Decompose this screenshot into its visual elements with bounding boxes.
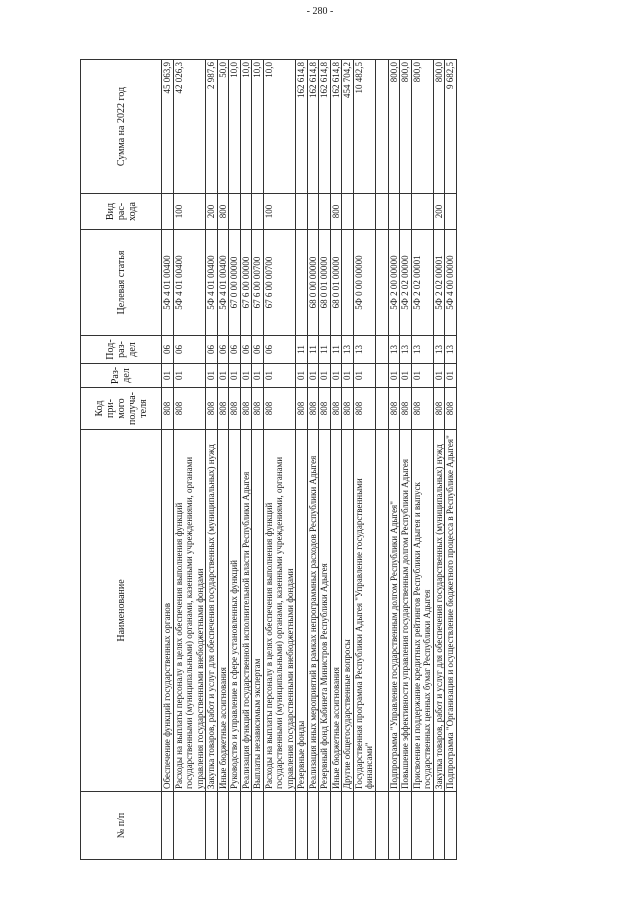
cell-code: 808: [229, 388, 241, 430]
cell-num: [162, 792, 174, 860]
cell-sum: 454 704,2: [342, 60, 354, 194]
cell-razdel: [375, 364, 388, 388]
cell-razdel: 01: [342, 364, 354, 388]
cell-sum: 10,0: [229, 60, 241, 194]
cell-razdel: 01: [330, 364, 342, 388]
cell-vid: [353, 194, 375, 230]
rotated-table-wrapper: [80, 60, 545, 860]
cell-num: [252, 792, 264, 860]
cell-code: 808: [252, 388, 264, 430]
table-header-row: [81, 60, 162, 860]
budget-table: [80, 59, 457, 860]
table-row: [342, 60, 354, 860]
cell-code: 808: [400, 388, 412, 430]
cell-article: 5Ф 4 00 00000: [445, 230, 457, 336]
cell-razdel: 01: [445, 364, 457, 388]
cell-vid: [375, 194, 388, 230]
cell-article: 5Ф 2 02 00001: [433, 230, 445, 336]
table-row: [433, 60, 445, 860]
cell-razdel: 01: [206, 364, 218, 388]
cell-article: 67 6 00 00000: [240, 230, 252, 336]
cell-num: [375, 792, 388, 860]
cell-sum: [375, 60, 388, 194]
cell-name: Другие общегосударственные вопросы: [342, 430, 354, 792]
cell-podrazdel: 13: [445, 336, 457, 364]
cell-name: Резервный фонд Кабинета Министров Республики Адыгея: [319, 430, 331, 792]
cell-code: [375, 388, 388, 430]
cell-podrazdel: 06: [162, 336, 174, 364]
cell-article: 68 0 01 00000: [319, 230, 331, 336]
cell-code: 808: [433, 388, 445, 430]
table-row: [319, 60, 331, 860]
cell-code: 808: [319, 388, 331, 430]
cell-razdel: 01: [433, 364, 445, 388]
cell-article: 5Ф 4 01 00400: [206, 230, 218, 336]
cell-name: Реализация функций государственной исполнительной власти Республики Адыгея: [240, 430, 252, 792]
cell-razdel: 01: [162, 364, 174, 388]
cell-razdel: 01: [252, 364, 264, 388]
table-row: [375, 60, 388, 860]
table-row: [217, 60, 229, 860]
cell-article: 5Ф 0 00 00000: [353, 230, 375, 336]
header-podrazdel: Под-раз-дел: [81, 336, 162, 364]
cell-article: 67 6 00 00700: [252, 230, 264, 336]
cell-vid: [240, 194, 252, 230]
cell-name: Резервные фонды: [296, 430, 308, 792]
cell-sum: 10 482,5: [353, 60, 375, 194]
cell-name: Обеспечение функций государственных органов: [162, 430, 174, 792]
cell-num: [411, 792, 433, 860]
cell-podrazdel: 11: [296, 336, 308, 364]
cell-name: Закупка товаров, работ и услуг для обеспечения государственных (муниципальных) нужд: [433, 430, 445, 792]
cell-num: [206, 792, 218, 860]
cell-sum: 800,0: [400, 60, 412, 194]
cell-vid: [400, 194, 412, 230]
table-row: [206, 60, 218, 860]
cell-razdel: 01: [388, 364, 400, 388]
table-row: [307, 60, 319, 860]
cell-code: 808: [173, 388, 206, 430]
cell-num: [400, 792, 412, 860]
header-name: Наименование: [81, 430, 162, 792]
cell-sum: 800,0: [433, 60, 445, 194]
cell-vid: 100: [263, 194, 296, 230]
cell-vid: 800: [330, 194, 342, 230]
cell-vid: 200: [206, 194, 218, 230]
cell-name: Выплаты независимым экспертам: [252, 430, 264, 792]
cell-sum: 162 614,8: [296, 60, 308, 194]
cell-razdel: 01: [173, 364, 206, 388]
cell-article: 68 0 01 00000: [330, 230, 342, 336]
cell-razdel: 01: [263, 364, 296, 388]
cell-name: [375, 430, 388, 792]
cell-razdel: 01: [240, 364, 252, 388]
cell-razdel: 01: [307, 364, 319, 388]
cell-sum: 10,0: [263, 60, 296, 194]
cell-name: Подпрограмма "Организация и осуществление бюджетного процесса в Республике Адыгея": [445, 430, 457, 792]
page-number: - 280 -: [306, 6, 334, 17]
cell-podrazdel: 06: [240, 336, 252, 364]
cell-article: 68 0 00 00000: [307, 230, 319, 336]
cell-num: [296, 792, 308, 860]
cell-article: [375, 230, 388, 336]
cell-name: Расходы на выплаты персоналу в целях обеспечения выполнения функций государственными (муниципальными) органами, казенными учреждениями, органами управления государственными внебюджетными фондами: [173, 430, 206, 792]
cell-article: 5Ф 2 02 00001: [411, 230, 433, 336]
cell-sum: 9 682,5: [445, 60, 457, 194]
header-code: Код при-мого получа-теля: [81, 388, 162, 430]
cell-num: [330, 792, 342, 860]
table-row: [296, 60, 308, 860]
cell-num: [353, 792, 375, 860]
cell-sum: 162 614,8: [307, 60, 319, 194]
cell-vid: [411, 194, 433, 230]
cell-name: Расходы на выплаты персоналу в целях обеспечения выполнения функций государственными (муниципальными) органами, казенными учреждениями, органами управления государственными внебюджетными фондами: [263, 430, 296, 792]
cell-code: 808: [206, 388, 218, 430]
cell-razdel: 01: [217, 364, 229, 388]
cell-podrazdel: 06: [206, 336, 218, 364]
cell-name: Руководство и управление в сфере установленных функций: [229, 430, 241, 792]
cell-vid: [445, 194, 457, 230]
cell-num: [173, 792, 206, 860]
cell-vid: [342, 194, 354, 230]
cell-name: Иные бюджетные ассигнования: [217, 430, 229, 792]
cell-podrazdel: 13: [411, 336, 433, 364]
table-row: [263, 60, 296, 860]
cell-code: 808: [296, 388, 308, 430]
cell-article: 5Ф 4 01 00400: [217, 230, 229, 336]
cell-vid: 800: [217, 194, 229, 230]
table-row: [252, 60, 264, 860]
cell-article: 67 0 00 00000: [229, 230, 241, 336]
cell-sum: 45 063,9: [162, 60, 174, 194]
cell-sum: 10,0: [252, 60, 264, 194]
table-row: [388, 60, 400, 860]
cell-podrazdel: 13: [400, 336, 412, 364]
cell-podrazdel: 11: [319, 336, 331, 364]
cell-podrazdel: 06: [263, 336, 296, 364]
table-row: [411, 60, 433, 860]
cell-podrazdel: [375, 336, 388, 364]
cell-code: 808: [162, 388, 174, 430]
cell-sum: 10,0: [240, 60, 252, 194]
cell-num: [388, 792, 400, 860]
cell-num: [445, 792, 457, 860]
table-row: [229, 60, 241, 860]
table-row: [445, 60, 457, 860]
cell-razdel: 01: [353, 364, 375, 388]
table-row: [400, 60, 412, 860]
cell-sum: 42 026,3: [173, 60, 206, 194]
cell-podrazdel: 13: [433, 336, 445, 364]
header-sum: Сумма на 2022 год: [81, 60, 162, 194]
cell-vid: [388, 194, 400, 230]
cell-razdel: 01: [411, 364, 433, 388]
cell-name: Иные бюджетные ассигнования: [330, 430, 342, 792]
cell-code: 808: [240, 388, 252, 430]
table-body: [162, 60, 457, 860]
table-row: [330, 60, 342, 860]
table-row: [353, 60, 375, 860]
cell-sum: 800,0: [388, 60, 400, 194]
header-article: Целевая статья: [81, 230, 162, 336]
cell-podrazdel: 13: [342, 336, 354, 364]
cell-podrazdel: 13: [353, 336, 375, 364]
cell-vid: [162, 194, 174, 230]
cell-sum: 2 987,6: [206, 60, 218, 194]
table-row: [173, 60, 206, 860]
header-num: № п/п: [81, 792, 162, 860]
cell-vid: [252, 194, 264, 230]
cell-code: 808: [307, 388, 319, 430]
cell-name: Присвоение и поддержание кредитных рейтингов Республики Адыгея и выпуск государственных ценных бумаг Республики Адыгея: [411, 430, 433, 792]
cell-sum: 162 614,8: [319, 60, 331, 194]
cell-article: 5Ф 4 01 00400: [162, 230, 174, 336]
cell-code: 808: [330, 388, 342, 430]
cell-code: 808: [353, 388, 375, 430]
cell-name: Закупка товаров, работ и услуг для обеспечения государственных (муниципальных) нужд: [206, 430, 218, 792]
cell-name: Повышение эффективности управления государственным долгом Республики Адыгея: [400, 430, 412, 792]
cell-article: [342, 230, 354, 336]
cell-sum: 800,0: [411, 60, 433, 194]
cell-num: [217, 792, 229, 860]
cell-name: Реализация иных мероприятий в рамках непрограммных расходов Республики Адыгея: [307, 430, 319, 792]
cell-num: [240, 792, 252, 860]
cell-article: [296, 230, 308, 336]
cell-num: [307, 792, 319, 860]
cell-num: [319, 792, 331, 860]
cell-name: Государственная программа Республики Адыгея "Управление государственными финансами": [353, 430, 375, 792]
cell-sum: 50,0: [217, 60, 229, 194]
cell-podrazdel: 11: [307, 336, 319, 364]
table-row: [162, 60, 174, 860]
cell-vid: [319, 194, 331, 230]
cell-podrazdel: 06: [229, 336, 241, 364]
cell-code: 808: [342, 388, 354, 430]
cell-podrazdel: 06: [252, 336, 264, 364]
cell-num: [342, 792, 354, 860]
cell-razdel: 01: [400, 364, 412, 388]
cell-sum: 162 614,8: [330, 60, 342, 194]
cell-name: Подпрограмма "Управление государственным долгом Республики Адыгея": [388, 430, 400, 792]
cell-num: [229, 792, 241, 860]
cell-code: 808: [263, 388, 296, 430]
cell-vid: 200: [433, 194, 445, 230]
cell-vid: [307, 194, 319, 230]
cell-num: [263, 792, 296, 860]
cell-podrazdel: 06: [173, 336, 206, 364]
cell-vid: [229, 194, 241, 230]
cell-razdel: 01: [296, 364, 308, 388]
table-row: [240, 60, 252, 860]
cell-num: [433, 792, 445, 860]
cell-article: 5Ф 2 00 00000: [388, 230, 400, 336]
cell-code: 808: [411, 388, 433, 430]
cell-razdel: 01: [319, 364, 331, 388]
cell-article: 5Ф 2 02 00000: [400, 230, 412, 336]
cell-code: 808: [445, 388, 457, 430]
header-razdel: Раз-дел: [81, 364, 162, 388]
cell-vid: 100: [173, 194, 206, 230]
cell-article: 5Ф 4 01 00400: [173, 230, 206, 336]
cell-article: 67 6 00 00700: [263, 230, 296, 336]
cell-podrazdel: 13: [388, 336, 400, 364]
cell-razdel: 01: [229, 364, 241, 388]
header-vid: Вид рас-хода: [81, 194, 162, 230]
cell-code: 808: [217, 388, 229, 430]
cell-code: 808: [388, 388, 400, 430]
cell-podrazdel: 06: [217, 336, 229, 364]
cell-vid: [296, 194, 308, 230]
cell-podrazdel: 11: [330, 336, 342, 364]
